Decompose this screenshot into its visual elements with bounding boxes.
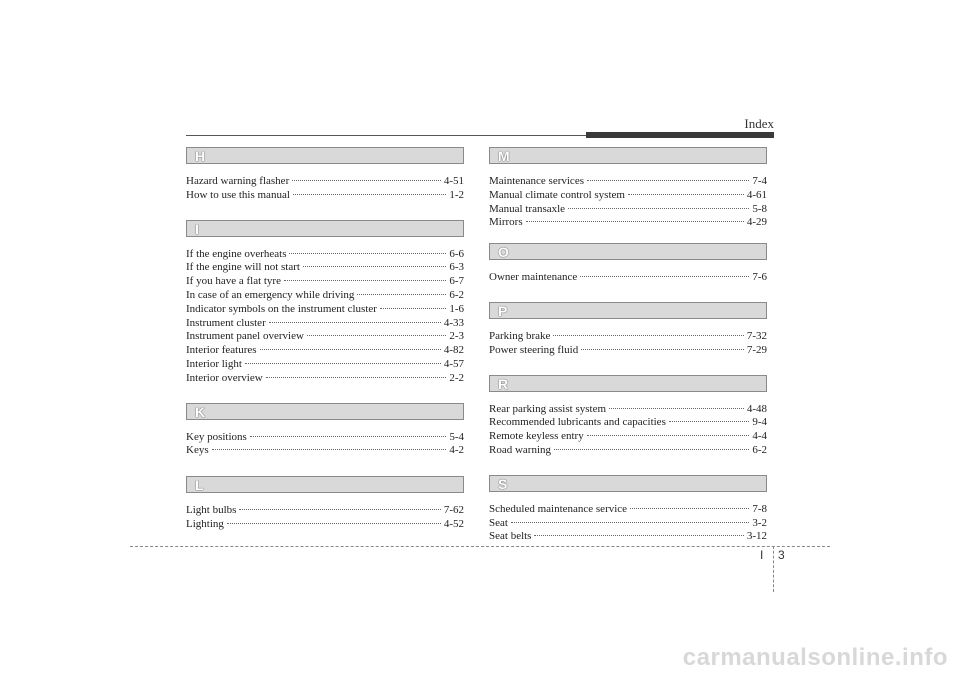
section-header [186,147,464,164]
section-entries [489,260,767,285]
entry-label: If the engine overheats [186,247,287,260]
dot-leader [580,276,749,277]
index-entry[interactable] [186,303,464,317]
section-entries [186,164,464,203]
dot-leader [526,221,744,222]
entry-page-ref: 4-33 [443,316,464,329]
index-section-l [186,476,464,532]
entry-label: Rear parking assist system [489,402,607,415]
entry-label: Road warning [489,443,552,456]
dot-leader [511,522,749,523]
index-entry[interactable] [186,358,464,372]
entry-label: In case of an emergency while driving [186,288,355,301]
section-entries [489,319,767,358]
dot-leader [628,194,744,195]
entry-label: Key positions [186,430,247,443]
dot-leader [587,180,749,181]
dot-leader [380,308,446,309]
entry-label: Interior features [186,344,257,357]
entry-label: Interior light [186,357,242,370]
entry-label: Hazard warning flasher [186,175,290,187]
entry-label: Scheduled maintenance service [489,502,628,515]
index-entry[interactable] [489,175,767,189]
dot-leader [568,208,749,209]
section-entries [186,493,464,532]
section-header [489,375,767,392]
section-entries [489,492,767,544]
entry-label: Power steering fluid [489,343,579,356]
dot-leader [609,408,744,409]
watermark: carmanualsonline.info [682,644,948,671]
entry-page-ref: 5-8 [752,202,767,215]
section-letter: P [498,302,508,319]
section-entries [489,392,767,458]
dot-leader [669,421,749,422]
index-entry[interactable] [186,518,464,532]
section-entries [186,237,464,386]
index-entry[interactable] [489,517,767,531]
entry-label: If you have a flat tyre [186,275,281,288]
dot-leader [245,363,441,364]
dot-leader [534,535,743,536]
entry-page-ref: 7-32 [746,329,767,342]
index-entry[interactable] [186,289,464,303]
dot-leader [284,280,446,281]
index-entry[interactable] [489,203,767,217]
section-header [489,475,767,492]
entry-page-ref: 1-6 [449,302,464,315]
entry-label: Light bulbs [186,504,237,517]
dot-leader [212,449,447,450]
entry-label: Owner maintenance [489,271,578,284]
section-letter: I [195,220,199,237]
entry-label: Lighting [186,517,224,530]
entry-label: Parking brake [489,329,551,342]
section-letter: K [195,403,206,420]
entry-label: Mirrors [489,216,523,229]
footer-page-number: 3 [778,548,785,562]
index-entry[interactable] [489,530,767,544]
entry-page-ref: 4-82 [443,344,464,357]
dot-leader [269,322,441,323]
section-entries [489,164,767,230]
entry-page-ref: 6-2 [752,443,767,456]
dot-leader [293,194,446,195]
entry-page-ref: 4-48 [746,402,767,415]
entry-page-ref: 7-62 [443,504,464,517]
index-entry[interactable] [186,431,464,445]
section-letter: O [498,244,509,261]
section-header [489,243,767,260]
entry-page-ref: 4-52 [443,517,464,530]
index-section-r [489,375,767,458]
entry-label: Keys [186,444,209,457]
section-entries [186,420,464,459]
entry-page-ref: 1-2 [449,188,464,201]
dot-leader [553,335,743,336]
index-entry[interactable] [489,503,767,517]
entry-page-ref: 5-4 [449,430,464,443]
index-column-left [186,147,464,532]
section-header [186,220,464,237]
index-entry[interactable] [186,504,464,518]
entry-label: Manual climate control system [489,188,625,201]
entry-page-ref: 4-4 [752,430,767,443]
entry-label: Maintenance services [489,175,584,187]
footer-divider [773,546,774,592]
dot-leader [266,377,447,378]
dot-leader [227,523,441,524]
entry-label: Instrument panel overview [186,330,304,343]
section-letter: L [195,477,204,494]
index-section-p [489,302,767,358]
index-entry[interactable] [489,430,767,444]
index-entry[interactable] [186,189,464,203]
section-letter: S [498,475,508,492]
entry-label: If the engine will not start [186,261,300,274]
entry-label: Instrument cluster [186,316,266,329]
index-entry[interactable] [489,444,767,458]
entry-page-ref: 7-29 [746,343,767,356]
entry-page-ref: 6-3 [449,261,464,274]
entry-page-ref: 9-4 [752,416,767,429]
index-entry[interactable] [186,261,464,275]
index-entry[interactable] [489,216,767,230]
index-entry[interactable] [186,344,464,358]
entry-label: Indicator symbols on the instrument cluster [186,302,377,315]
index-entry[interactable] [489,403,767,417]
entry-page-ref: 4-61 [746,188,767,201]
header-title: Index [744,116,774,131]
dot-leader [250,436,447,437]
section-header [186,476,464,493]
dot-leader [587,435,750,436]
entry-page-ref: 6-6 [449,247,464,260]
entry-page-ref: 3-12 [746,530,767,543]
index-entry[interactable] [186,317,464,331]
index-entry[interactable] [186,175,464,189]
index-entry[interactable] [489,189,767,203]
footer-section-letter: I [760,548,764,562]
index-section-o [489,243,767,285]
dot-leader [554,449,749,450]
entry-label: How to use this manual [186,188,290,201]
dot-leader [630,508,749,509]
index-section-s [489,475,767,544]
section-letter: H [195,148,206,164]
dot-leader [581,349,744,350]
index-entry[interactable] [489,271,767,285]
dot-leader [307,335,446,336]
header-accent-bar [586,132,774,138]
entry-page-ref: 7-6 [752,271,767,284]
entry-page-ref: 4-57 [443,357,464,370]
entry-page-ref: 7-8 [752,502,767,515]
entry-label: Manual transaxle [489,202,566,215]
entry-page-ref: 4-51 [443,175,464,187]
index-section-m [489,147,767,230]
dot-leader [260,349,441,350]
section-letter: R [498,375,509,392]
footer-rule [130,546,830,547]
index-entry[interactable] [186,372,464,386]
entry-label: Seat [489,516,508,529]
index-entry[interactable] [489,330,767,344]
index-section-h [186,147,464,203]
entry-label: Seat belts [489,530,532,543]
entry-page-ref: 4-29 [746,216,767,229]
dot-leader [292,180,441,181]
entry-label: Remote keyless entry [489,430,584,443]
index-entry[interactable] [186,275,464,289]
dot-leader [357,294,446,295]
entry-page-ref: 3-2 [752,516,767,529]
section-header [186,403,464,420]
index-section-i [186,220,464,386]
index-entry[interactable] [186,248,464,262]
entry-page-ref: 6-2 [449,288,464,301]
index-entry[interactable] [489,416,767,430]
index-section-k [186,403,464,459]
index-column-right [489,147,767,544]
entry-page-ref: 4-2 [449,444,464,457]
section-header [489,302,767,319]
entry-label: Recommended lubricants and capacities [489,416,666,429]
entry-page-ref: 7-4 [752,175,767,187]
index-entry[interactable] [186,444,464,458]
section-letter: M [498,148,510,164]
entry-label: Interior overview [186,371,263,384]
entry-page-ref: 2-2 [449,371,464,384]
index-entry[interactable] [489,344,767,358]
dot-leader [239,509,440,510]
index-entry[interactable] [186,330,464,344]
dot-leader [289,253,446,254]
section-header [489,147,767,164]
entry-page-ref: 2-3 [449,330,464,343]
entry-page-ref: 6-7 [449,275,464,288]
dot-leader [303,266,446,267]
